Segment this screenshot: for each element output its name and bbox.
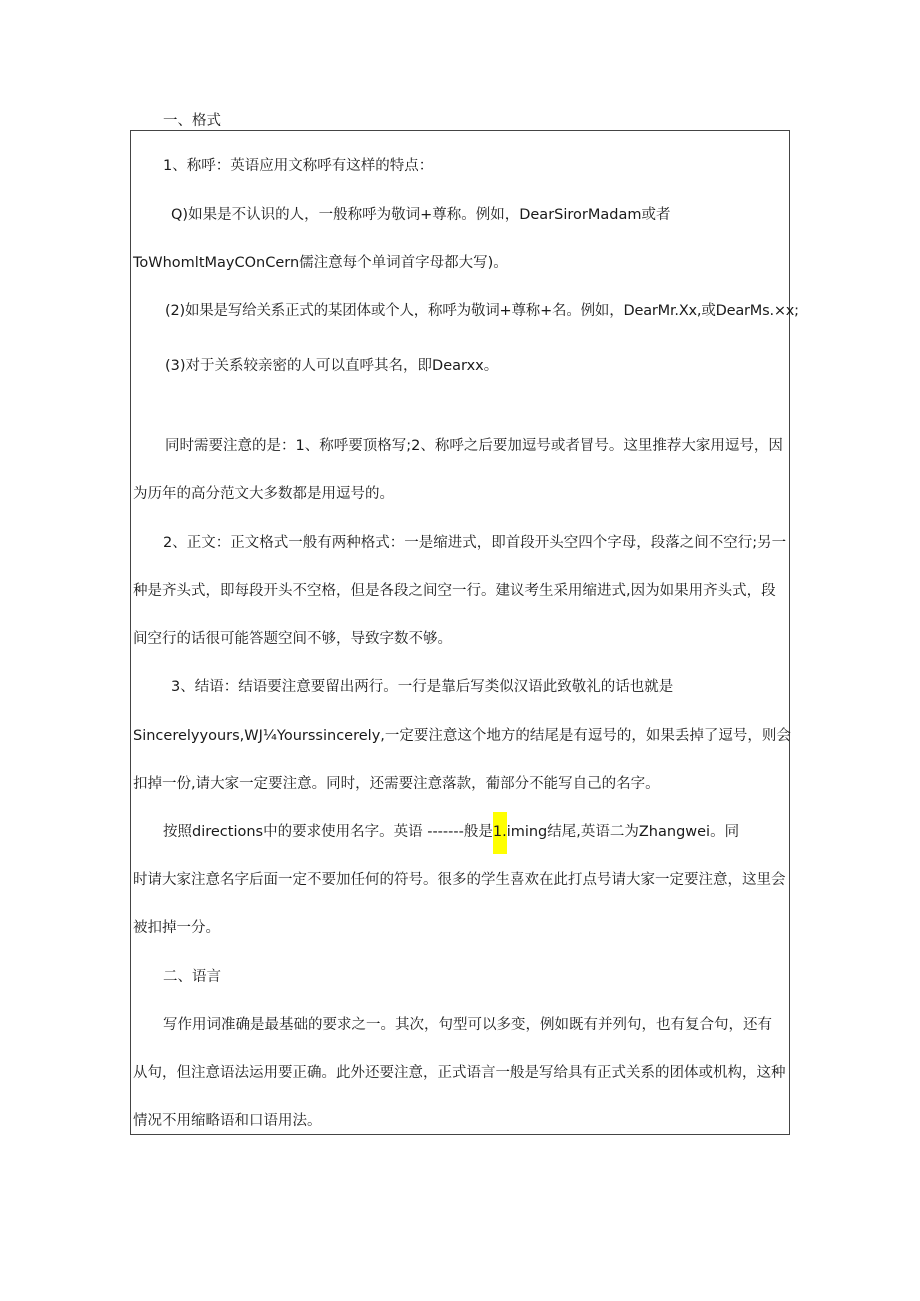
text-segment: iming结尾,英语二为Zhangwei。同 (506, 824, 740, 840)
text-line: 为历年的高分范文大多数都是用逗号的。 (133, 486, 394, 502)
text-line: 同时需要注意的是：1、称呼要顶格写;2、称呼之后要加逗号或者冒号。这里推荐大家用逗号，因 (165, 438, 783, 454)
highlighted-text: 1. (493, 812, 507, 854)
text-line: 2、正文：正文格式一般有两种格式：一是缩进式，即首段开头空四个字母，段落之间不空行;另一 (163, 535, 787, 551)
text-line: 间空行的话很可能答题空间不够，导致字数不够。 (133, 631, 452, 647)
text-line-with-highlight (163, 822, 739, 842)
text-line: Sincerelyyours,WJ¼Yourssincerely,一定要注意这个地方的结尾是有逗号的，如果丢掉了逗号，则会 (133, 728, 791, 744)
text-line: 3、结语：结语要注意要留出两行。一行是靠后写类似汉语此致敬礼的话也就是 (171, 679, 674, 695)
section-heading-language: 二、语言 (163, 969, 221, 985)
text-line: 被扣掉一分。 (133, 920, 220, 936)
section-heading-format: 一、格式 (163, 113, 221, 129)
text-line: 写作用词准确是最基础的要求之一。其次，句型可以多变，例如既有并列句，也有复合句，还有 (163, 1017, 772, 1033)
text-line: (3)对于关系较亲密的人可以直呼其名，即Dearxx。 (165, 358, 499, 374)
text-line: 种是齐头式，即每段开头不空格，但是各段之间空一行。建议考生采用缩进式,因为如果用齐头式，段 (133, 583, 776, 599)
text-line: 时请大家注意名字后面一定不要加任何的符号。很多的学生喜欢在此打点号请大家一定要注意，这里会 (133, 872, 786, 888)
text-line: Q)如果是不认识的人，一般称呼为敬词+尊称。例如，DearSirorMadam或者 (171, 207, 671, 223)
text-line: 情况不用缩略语和口语用法。 (133, 1113, 322, 1129)
text-line: (2)如果是写给关系正式的某团体或个人，称呼为敬词+尊称+名。例如，DearMr.Xx,或DearMs.×x; (165, 303, 799, 319)
text-line: 1、称呼：英语应用文称呼有这样的特点： (163, 158, 434, 174)
text-line: ToWhomltMayCOnCern儒注意每个单词首字母都大写)。 (133, 255, 508, 271)
text-line: 扣掉一份,请大家一定要注意。同时，还需要注意落款，葡部分不能写自己的名字。 (133, 776, 660, 792)
text-line: 从句，但注意语法运用要正确。此外还要注意，正式语言一般是写给具有正式关系的团体或机构，这种 (133, 1065, 786, 1081)
text-segment: 按照directions中的要求使用名字。英语 -------般是 (163, 824, 493, 840)
